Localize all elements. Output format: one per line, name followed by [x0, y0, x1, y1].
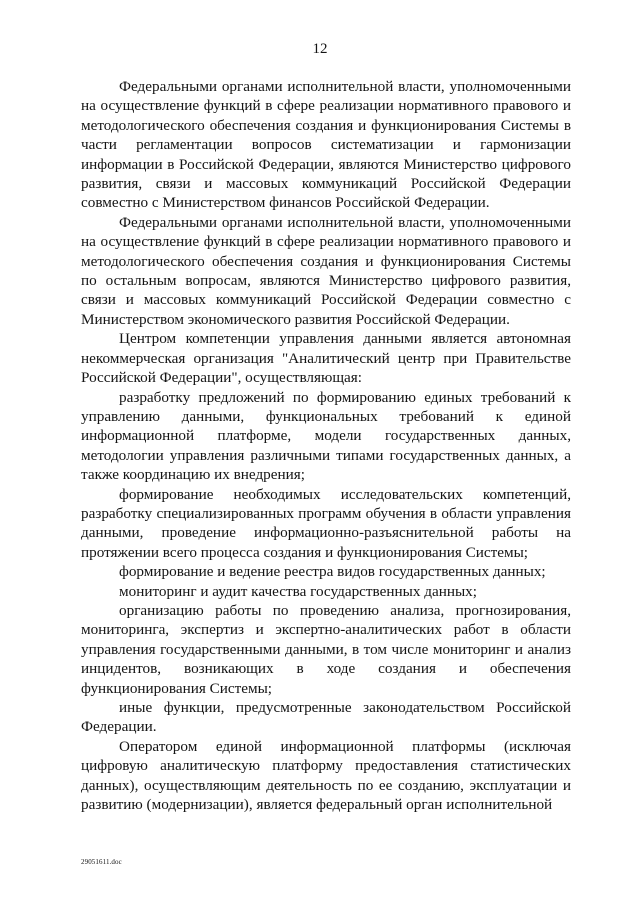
paragraph: организацию работы по проведению анализа, прогнозирования, мониторинга, экспертиз и экспертно-аналитических работ в области управления государственными данными, в том числе мониторинг и анализ инцидентов, возникающих в ходе создания и обеспечения функционирования Системы; — [81, 601, 571, 697]
paragraph: формирование и ведение реестра видов государственных данных; — [119, 563, 546, 581]
paragraph: Центром компетенции управления данными является автономная некоммерческая организация "Аналитический центр при Правительстве Российской Федерации", осуществляющая: — [81, 330, 571, 387]
paragraph: Федеральными органами исполнительной власти, уполномоченными на осуществление функций в сфере реализации нормативного правового и методологического обеспечения создания и функционирования Системы по остальным вопросам, являются Министерство цифрового развития, связи и массовых коммуникаций Российской Федерации совместно с Министерством экономического развития Российской Федерации. — [81, 213, 571, 328]
paragraph: формирование необходимых исследовательских компетенций, разработку специализированных программ обучения в области управления данными, проведение информационно-разъяснительной работы на протяжении всего процесса создания и функционирования Системы; — [81, 485, 571, 561]
page-number: 12 — [312, 41, 328, 57]
paragraph: иные функции, предусмотренные законодательством Российской Федерации. — [81, 699, 571, 736]
paragraph: Оператором единой информационной платформы (исключая цифровую аналитическую платформу предоставления статистических данных), осуществляющим деятельность по ее созданию, эксплуатации и развитию (модернизации), является федеральный орган исполнительной — [81, 737, 571, 814]
paragraph: Федеральными органами исполнительной власти, уполномоченными на осуществление функций в сфере реализации нормативного правового и методологического обеспечения создания и функционирования Системы в части регламентации вопросов систематизации и гармонизации информации в Российской Федерации, являются Министерство цифрового развития, связи и массовых коммуникаций Российской Федерации совместно с Министерством финансов Российской Федерации. — [81, 78, 571, 212]
document-body — [81, 77, 571, 814]
paragraph: мониторинг и аудит качества государственных данных; — [119, 582, 477, 600]
footer-doc-code: 29051611.doc — [81, 858, 122, 866]
paragraph: разработку предложений по формированию единых требований к управлению данными, функциональных требований к единой информационной платформе, модели государственных данных, методологии управления различными типами государственных данных, а также координацию их внедрения; — [81, 388, 571, 484]
